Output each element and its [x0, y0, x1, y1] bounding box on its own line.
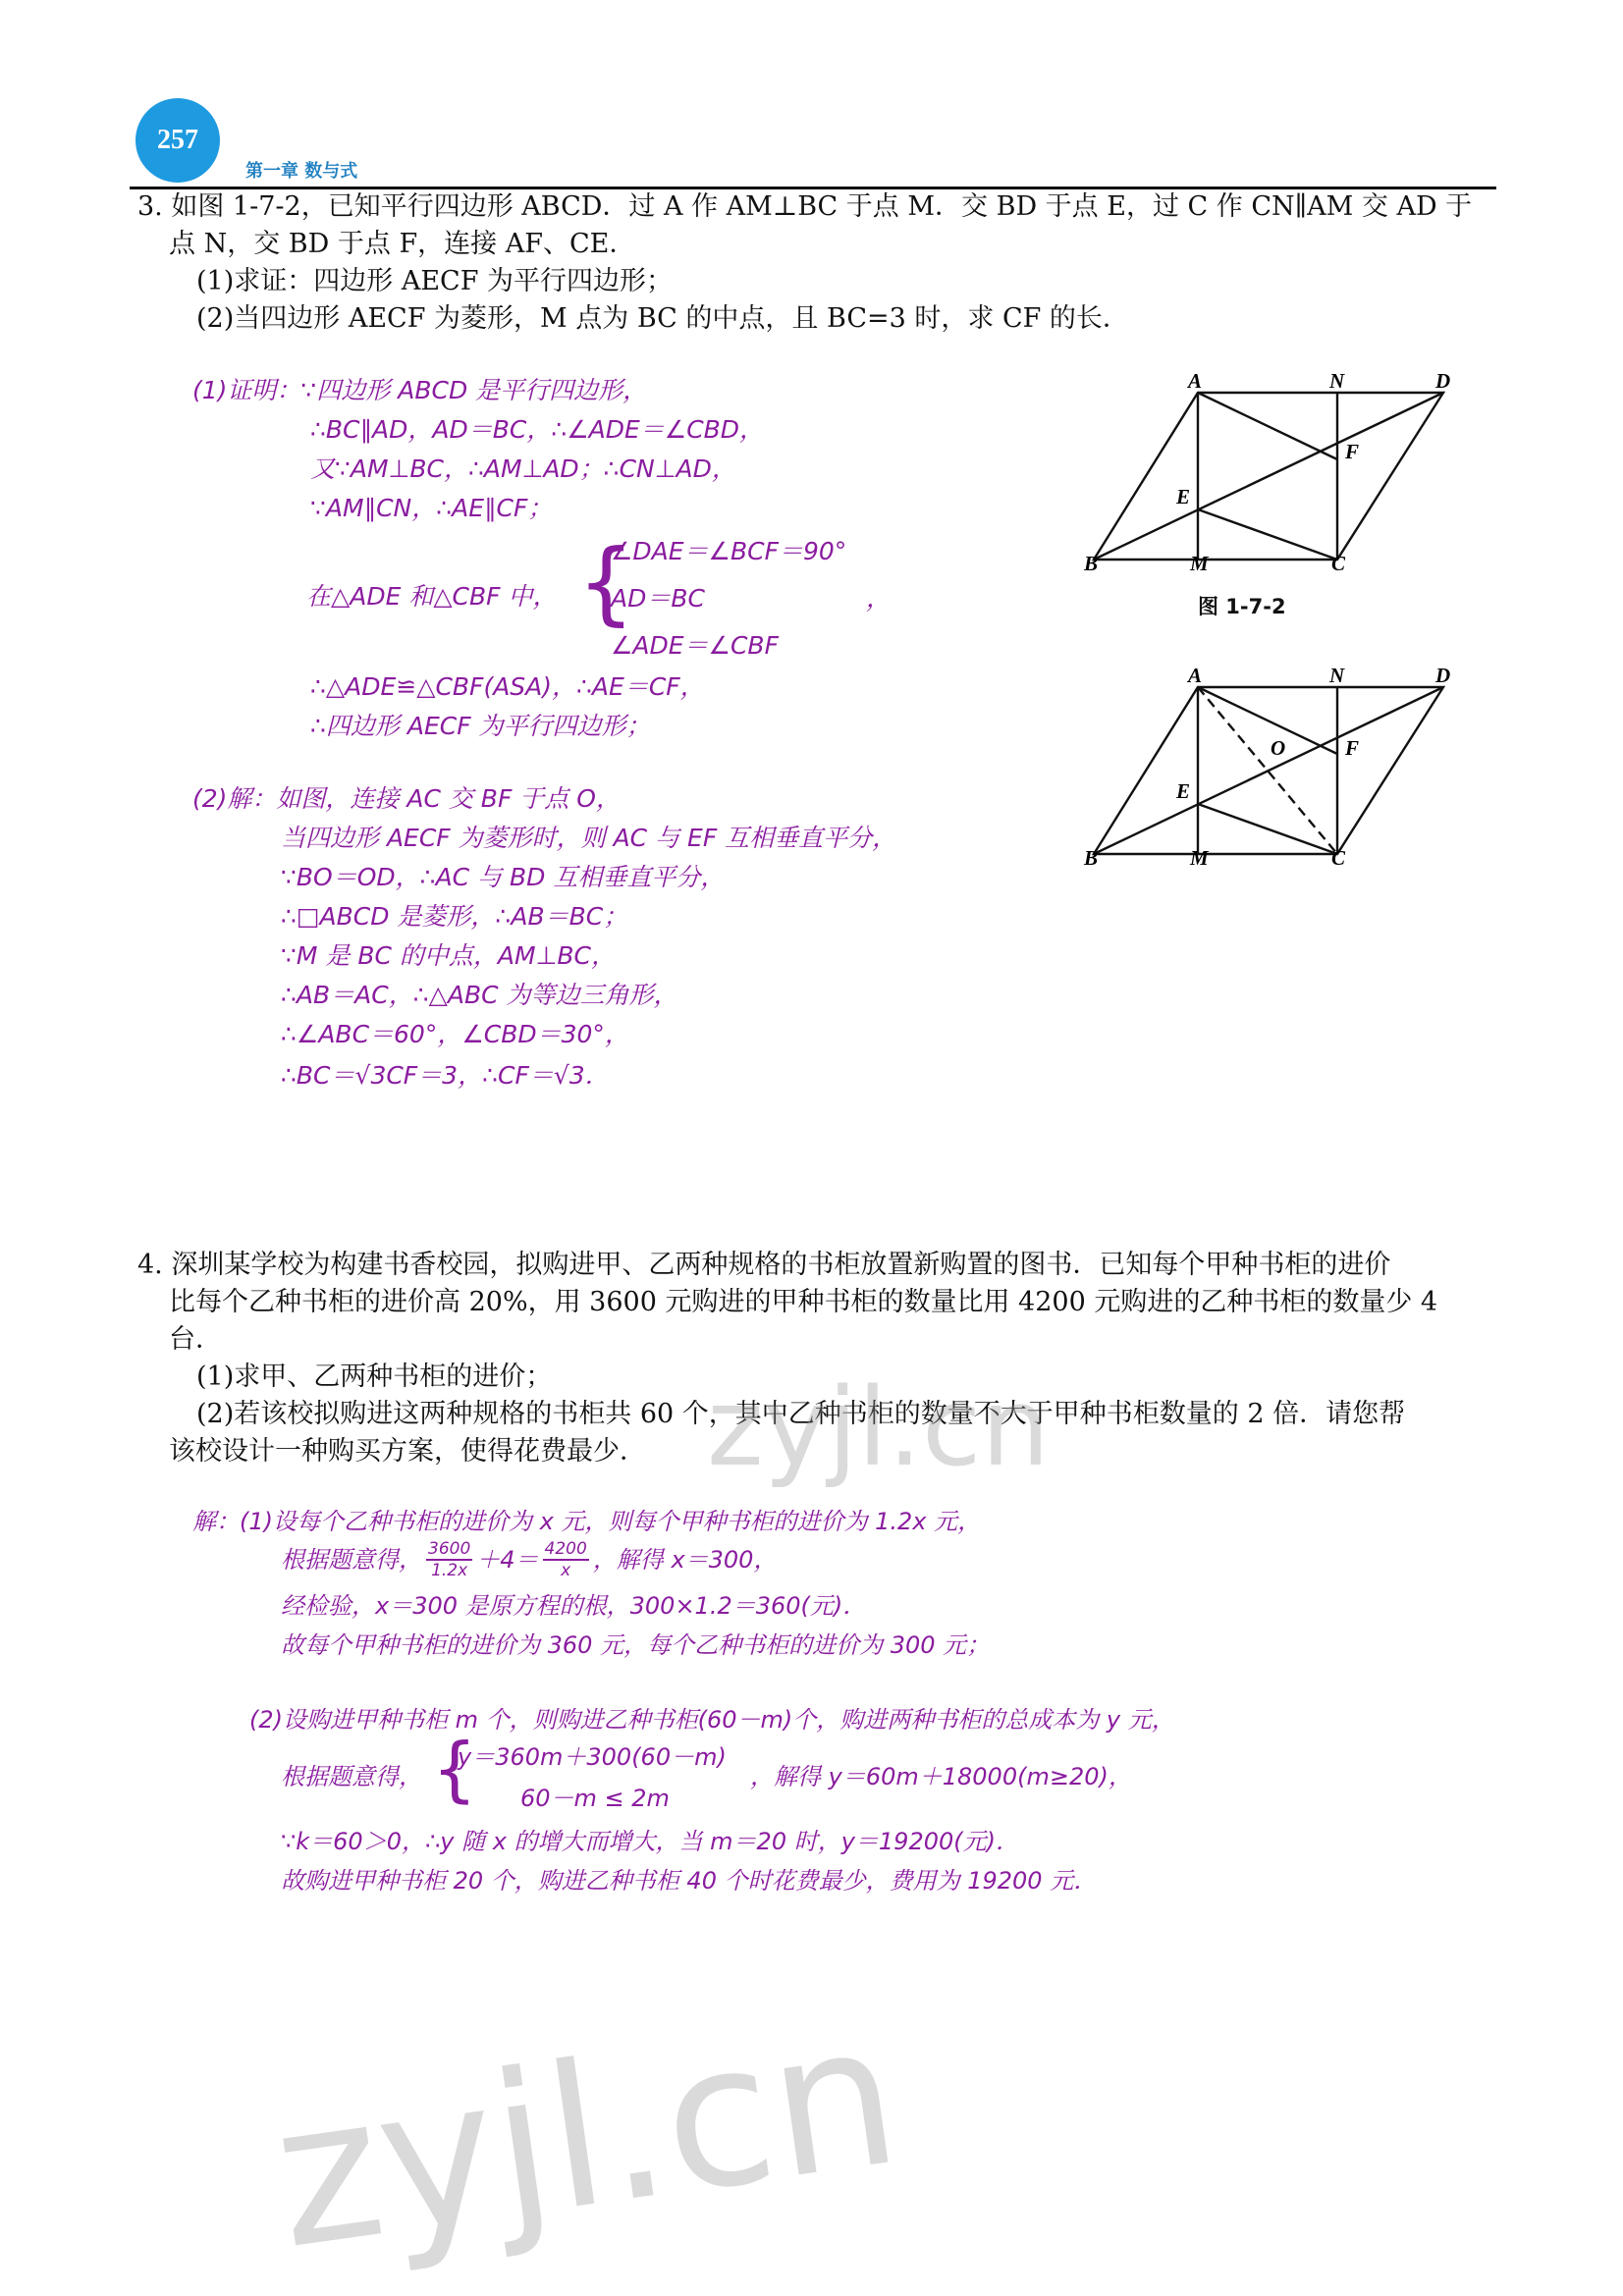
q4-stem-line1: 4. 深圳某学校为构建书香校园，拟购进甲、乙两种规格的书柜放置新购置的图书．已知每个甲种书柜的进价 — [137, 1250, 1391, 1280]
q3-sol2-line: ∴∠ABC＝60°，∠CBD＝30°， — [281, 1020, 629, 1048]
q3-sol2-line: ∴BC＝√3CF＝3，∴CF＝√3． — [281, 1061, 610, 1090]
label-e: E — [1176, 485, 1191, 508]
q3-system-tail: ， — [866, 584, 892, 613]
q3-sol1-line: ∴四边形 AECF 为平行四边形； — [310, 712, 651, 740]
q3-system-eq: ∠ADE＝∠CBF — [611, 631, 779, 660]
q4-part2-line1: (2)若该校拟购进这两种规格的书柜共 60 个，其中乙种书柜的数量不大于甲种书柜数量的 2 倍．请您帮 — [196, 1399, 1406, 1429]
label-a: A — [1188, 369, 1203, 393]
label-o: O — [1271, 736, 1286, 760]
q3-sol2-line: ∴AB＝AC，∴△ABC 为等边三角形， — [281, 981, 678, 1009]
q3-system-eq: AD＝BC — [611, 584, 705, 613]
q3-sol2-line: (2)解：如图，连接 AC 交 BF 于点 O， — [192, 784, 621, 813]
q4-sol2-line3: ∵k＝60＞0，∴y 随 x 的增大而增大，当 m＝20 时，y＝19200(元)． — [281, 1828, 1019, 1855]
watermark-mid: zyjl.cn — [707, 1364, 1051, 1490]
label-n: N — [1329, 664, 1345, 687]
label-b: B — [1084, 552, 1099, 574]
q3-sol2-line: 当四边形 AECF 为菱形时，则 AC 与 EF 互相垂直平分， — [281, 824, 897, 852]
label-f: F — [1345, 736, 1360, 760]
q3-sol1-line: ∴BC∥AD，AD＝BC，∴∠ADE＝∠CBD， — [310, 415, 765, 444]
label-c: C — [1331, 552, 1346, 574]
q4-eq-lead: 根据题意得， — [281, 1546, 422, 1574]
label-a: A — [1188, 664, 1203, 687]
label-d: D — [1435, 664, 1451, 687]
label-c: C — [1331, 846, 1346, 869]
q3-stem-line2: 点 N，交 BD 于点 F，连接 AF、CE． — [169, 229, 636, 259]
q4-equation — [281, 1539, 777, 1580]
figure-1-7-2 — [1080, 368, 1473, 574]
q3-sol1-system-lead: 在△ADE 和△CBF 中， — [306, 582, 558, 611]
q4-system-eq: y＝360m＋300(60－m) — [458, 1743, 727, 1771]
q4-system-tail: ，解得 y＝60m＋18000(m≥20)， — [750, 1763, 1132, 1790]
label-m: M — [1190, 846, 1209, 869]
segment-ce — [1198, 509, 1337, 560]
label-d: D — [1435, 369, 1451, 393]
q4-sol2-line1: (2)设购进甲种书柜 m 个，则购进乙种书柜(60－m)个，购进两种书柜的总成本为 y 元， — [249, 1706, 1175, 1734]
q4-sol1-line3: 经检验，x＝300 是原方程的根，300×1.2＝360(元)． — [281, 1592, 867, 1620]
q3-left-brace: { — [577, 530, 635, 635]
q4-system-eq: 60－m ≤ 2m — [520, 1785, 670, 1812]
q3-sol2-line: ∵M 是 BC 的中点，AM⊥BC， — [281, 941, 616, 970]
frac-numerator: 3600 — [428, 1539, 471, 1559]
label-b: B — [1084, 846, 1099, 869]
q4-left-brace: { — [432, 1728, 477, 1810]
frac-numerator: 4200 — [544, 1539, 587, 1559]
q3-sol2-line: ∵BO＝OD，∴AC 与 BD 互相垂直平分， — [281, 863, 726, 891]
q4-sol1-line1: 解：(1)设每个乙种书柜的进价为 x 元，则每个甲种书柜的进价为 1.2x 元， — [192, 1508, 982, 1535]
q4-eq-tail: ，解得 x＝300， — [592, 1546, 778, 1574]
q3-system-eq: ∠DAE＝∠BCF＝90° — [611, 537, 847, 565]
q4-sol2-system-lead: 根据题意得， — [281, 1763, 422, 1790]
q4-part1: (1)求甲、乙两种书柜的进价； — [196, 1362, 553, 1392]
chapter-title: 第一章 数与式 — [245, 161, 358, 182]
q3-sol2-line: ∴□ABCD 是菱形，∴AB＝BC； — [281, 902, 628, 931]
q3-part1: (1)求证：四边形 AECF 为平行四边形； — [196, 266, 674, 296]
label-e: E — [1176, 779, 1191, 803]
figure-1-7-2-with-o — [1080, 663, 1473, 869]
q3-stem-line1: 3. 如图 1-7-2，已知平行四边形 ABCD．过 A 作 AM⊥BC 于点 M．交 BD 于点 E，过 C 作 CN∥AM 交 AD 于 — [137, 191, 1473, 222]
label-m: M — [1190, 552, 1209, 574]
q4-sol1-line4: 故每个甲种书柜的进价为 360 元，每个乙种书柜的进价为 300 元； — [281, 1631, 991, 1659]
q3-sol1-line: 又∵AM⊥BC，∴AM⊥AD；∴CN⊥AD， — [310, 454, 736, 483]
q3-part2: (2)当四边形 AECF 为菱形，M 点为 BC 的中点，且 BC=3 时，求 CF 的长． — [196, 303, 1129, 334]
q3-sol1-line: ∴△ADE≌△CBF(ASA)，∴AE＝CF， — [310, 672, 705, 701]
figure-caption: 图 1-7-2 — [1198, 595, 1286, 618]
q3-sol1-line: (1)证明：∵四边形 ABCD 是平行四边形， — [192, 376, 648, 404]
segment-af — [1198, 393, 1337, 459]
fraction-3600-over-1-2x — [426, 1539, 472, 1580]
label-f: F — [1345, 440, 1360, 463]
fraction-4200-over-x — [543, 1539, 589, 1580]
frac-denominator: 1.2x — [431, 1561, 468, 1580]
q3-sol1-line: ∵AM∥CN，∴AE∥CF； — [310, 494, 553, 522]
watermark-bottom: zyjl.cn — [261, 1979, 911, 2294]
q4-stem-line2: 比每个乙种书柜的进价高 20%，用 3600 元购进的甲种书柜的数量比用 4200 元购进的乙种书柜的数量少 4 — [169, 1287, 1438, 1317]
frac-denominator: x — [561, 1561, 571, 1580]
q4-stem-line3: 台． — [169, 1324, 222, 1355]
label-n: N — [1329, 369, 1345, 393]
page-number-badge: 257 — [135, 98, 220, 183]
q4-sol2-line4: 故购进甲种书柜 20 个，购进乙种书柜 40 个时花费最少，费用为 19200 元． — [281, 1867, 1098, 1895]
q4-eq-mid: ＋4＝ — [476, 1546, 539, 1574]
q4-part2-line2: 该校设计一种购买方案，使得花费最少． — [169, 1436, 646, 1467]
